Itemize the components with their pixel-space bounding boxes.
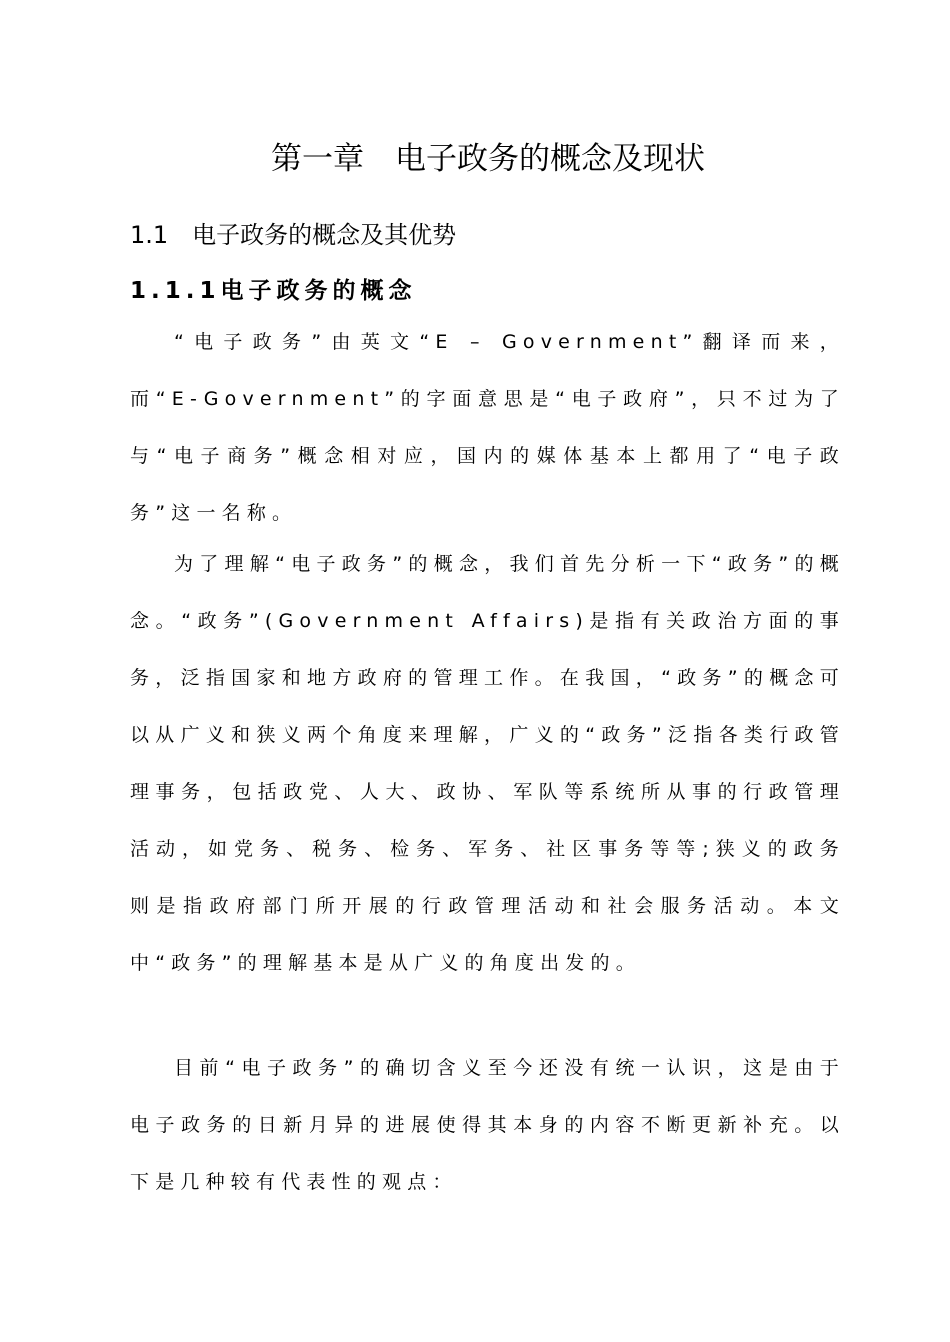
section-title: 1.1 电子政务的概念及其优势 (130, 221, 457, 249)
chapter-title: 第一章 电子政务的概念及现状 (271, 141, 705, 177)
paragraph-government-affairs-definition: 为了理解“电子政务”的概念，我们首先分析一下“政务”的概念。“政务”(Government Affairs)是指有关政治方面的事务，泛指国家和地方政府的管理工作。在我国，“政务”的概念可以从广义和狭义两个角度来理解，广义的“政务”泛指各类行政管理事务，包括政党、人大、政协、军队等系统所从事的行政管理活动，如党务、税务、检务、军务、社区事务等等;狭义的政务则是指政府部门所开展的行政管理活动和社会服务活动。本文中“政务”的理解基本是从广义的角度出发的。 (130, 553, 845, 974)
subsection-title: 1.1.1电子政务的概念 (130, 278, 417, 304)
paragraph-current-views: 目前“电子政务”的确切含义至今还没有统一认识，这是由于电子政务的日新月异的进展使得其本身的内容不断更新补充。以下是几种较有代表性的观点： (130, 1057, 845, 1193)
paragraph-e-government-origin: “电子政务”由英文“E – Government”翻译而来，而“E-Government”的字面意思是“电子政府”，只不过为了与“电子商务”概念相对应，国内的媒体基本上都用了“电子政务”这一名称。 (130, 331, 845, 524)
